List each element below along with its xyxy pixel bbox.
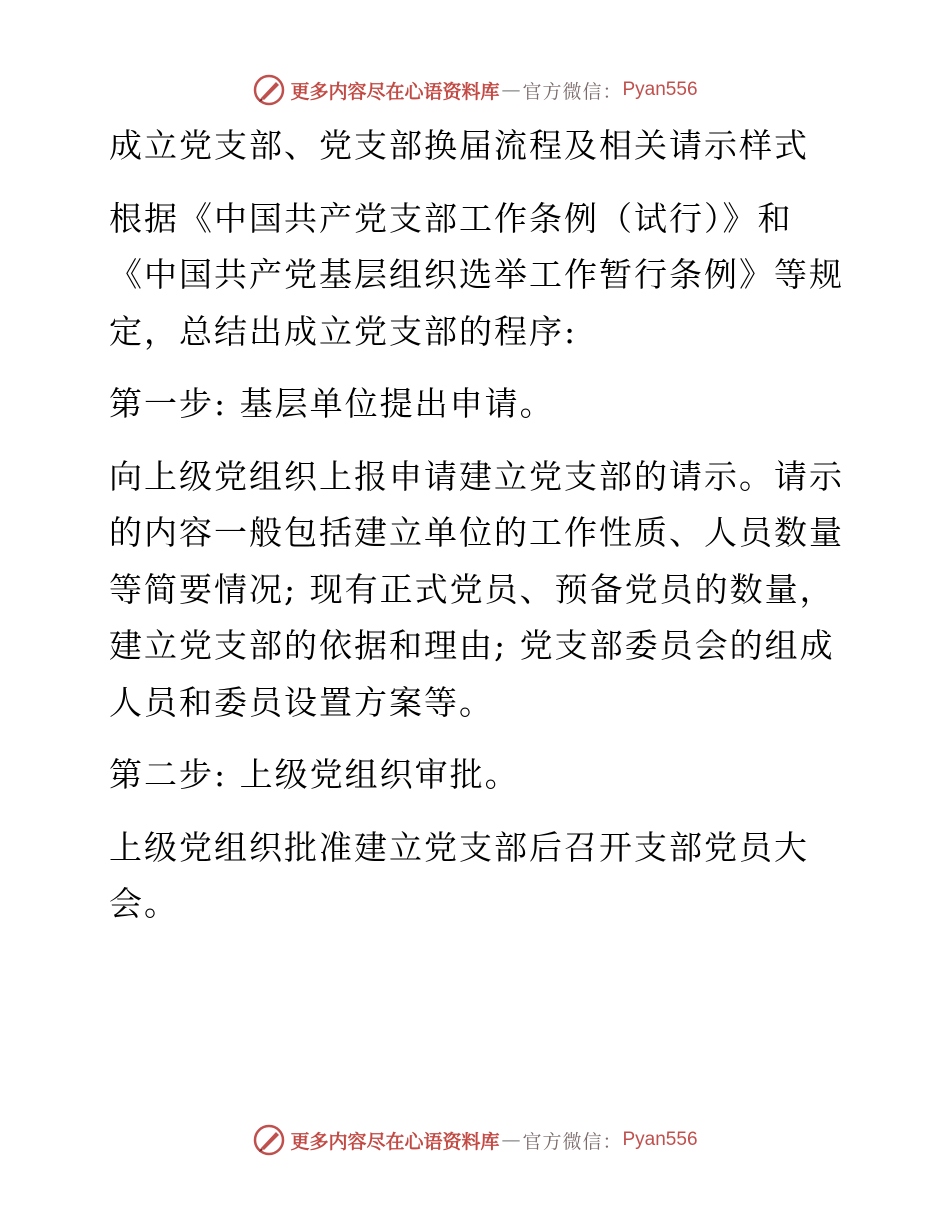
watermark-dash: — (501, 79, 521, 101)
watermark-dash: — (501, 1129, 521, 1151)
paragraph-approval: 上级党组织批准建立党支部后召开支部党员大会。 (109, 827, 809, 923)
watermark-label: 官方微信： (522, 1130, 623, 1153)
watermark-label: 官方微信： (522, 80, 623, 103)
header-watermark (0, 70, 950, 110)
paragraph-basis: 根据《中国共产党支部工作条例（试行）》和《中国共产党基层组织选举工作暂行条例》等规定，总结出成立党支部的程序: (109, 198, 844, 351)
quill-logo-icon (252, 73, 286, 107)
paragraph-step-two: 第二步: 上级党组织审批。 (109, 755, 520, 794)
document-body (97, 118, 857, 933)
quill-logo-icon (252, 1123, 286, 1157)
watermark-site-text: 更多内容尽在心语资料库 (290, 1130, 500, 1153)
document-title: 成立党支部、党支部换届流程及相关请示样式 (109, 126, 809, 165)
paragraph-request-content: 向上级党组织上报申请建立党支部的请示。请示的内容一般包括建立单位的工作性质、人员数量等简要情况; 现有正式党员、预备党员的数量，建立党支部的依据和理由; 党支部委员会的组成人员和委员设置方案等。 (109, 456, 844, 722)
footer-watermark (0, 1120, 950, 1160)
paragraph-step-one: 第一步: 基层单位提出申请。 (109, 384, 555, 423)
watermark-wechat-id: Pyan556 (622, 79, 698, 100)
watermark-wechat-id: Pyan556 (622, 1129, 698, 1150)
watermark-site-text: 更多内容尽在心语资料库 (290, 80, 500, 103)
